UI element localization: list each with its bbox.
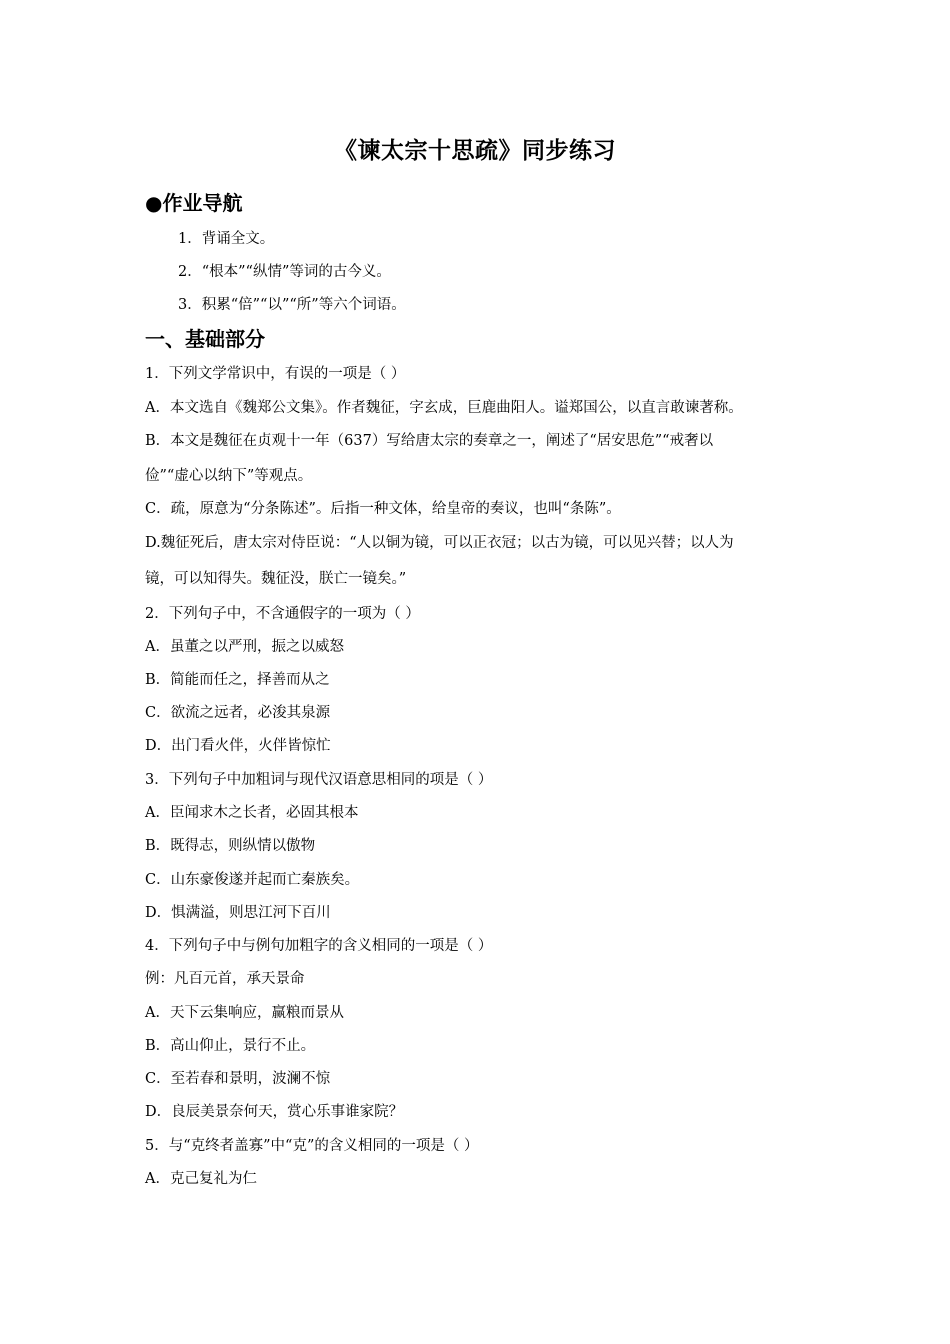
nav-item: 3．积累“倍”“以”“所”等六个词语。 xyxy=(178,297,406,313)
question-line: 4．下列句子中与例句加粗字的含义相同的一项是（ ） xyxy=(145,938,493,954)
option-line: A．臣闻求木之长者，必固其根本 xyxy=(145,805,359,821)
question-line: 2．下列句子中，不含通假字的一项为（ ） xyxy=(145,606,420,622)
option-line: B．本文是魏征在贞观十一年（637）写给唐太宗的奏章之一，阐述了“居安思危”“戒奢以 xyxy=(145,433,714,449)
nav-heading: ●作业导航 xyxy=(145,191,243,215)
nav-item: 2．“根本”“纵情”等词的古今义。 xyxy=(178,264,391,280)
option-line: C．欲流之远者，必浚其泉源 xyxy=(145,705,331,721)
document-title: 《谏太宗十思疏》同步练习 xyxy=(334,138,616,164)
option-line: B．简能而任之，择善而从之 xyxy=(145,672,330,688)
option-line: A．虽董之以严刑，振之以威怒 xyxy=(145,639,344,655)
question-line: 5．与“克终者盖寡”中“克”的含义相同的一项是（ ） xyxy=(145,1138,479,1154)
option-line: A．本文选自《魏郑公文集》。作者魏征，字玄成，巨鹿曲阳人。谥郑国公，以直言敢谏著称。 xyxy=(145,400,743,416)
example-line: 例：凡百元首，承天景命 xyxy=(145,971,305,987)
option-line: C．山东豪俊遂并起而亡秦族矣。 xyxy=(145,872,360,888)
option-line: B．既得志，则纵情以傲物 xyxy=(145,838,316,854)
option-line: D．良辰美景奈何天，赏心乐事谁家院？ xyxy=(145,1104,404,1120)
option-line-continuation: 俭”“虚心以纳下”等观点。 xyxy=(145,468,313,484)
option-line: C．至若春和景明，波澜不惊 xyxy=(145,1071,331,1087)
nav-item: 1．背诵全文。 xyxy=(178,231,275,247)
option-line: D．出门看火伴，火伴皆惊忙 xyxy=(145,738,331,754)
section-heading: 一、基础部分 xyxy=(145,327,265,351)
question-line: 3．下列句子中加粗词与现代汉语意思相同的项是（ ） xyxy=(145,772,493,788)
option-line-continuation: 镜，可以知得失。魏征没，朕亡一镜矣。” xyxy=(145,571,407,587)
option-line: A．克己复礼为仁 xyxy=(145,1171,257,1187)
option-line: C．疏，原意为“分条陈述”。后指一种文体，给皇帝的奏议，也叫“条陈”。 xyxy=(145,501,621,517)
option-line: A．天下云集响应，赢粮而景从 xyxy=(145,1005,344,1021)
option-line: D．惧满溢，则思江河下百川 xyxy=(145,905,331,921)
question-line: 1．下列文学常识中，有误的一项是（ ） xyxy=(145,366,406,382)
option-line: B．高山仰止，景行不止。 xyxy=(145,1038,316,1054)
option-line: D.魏征死后，唐太宗对侍臣说：“人以铜为镜，可以正衣冠；以古为镜，可以见兴替；以人为 xyxy=(145,535,734,551)
